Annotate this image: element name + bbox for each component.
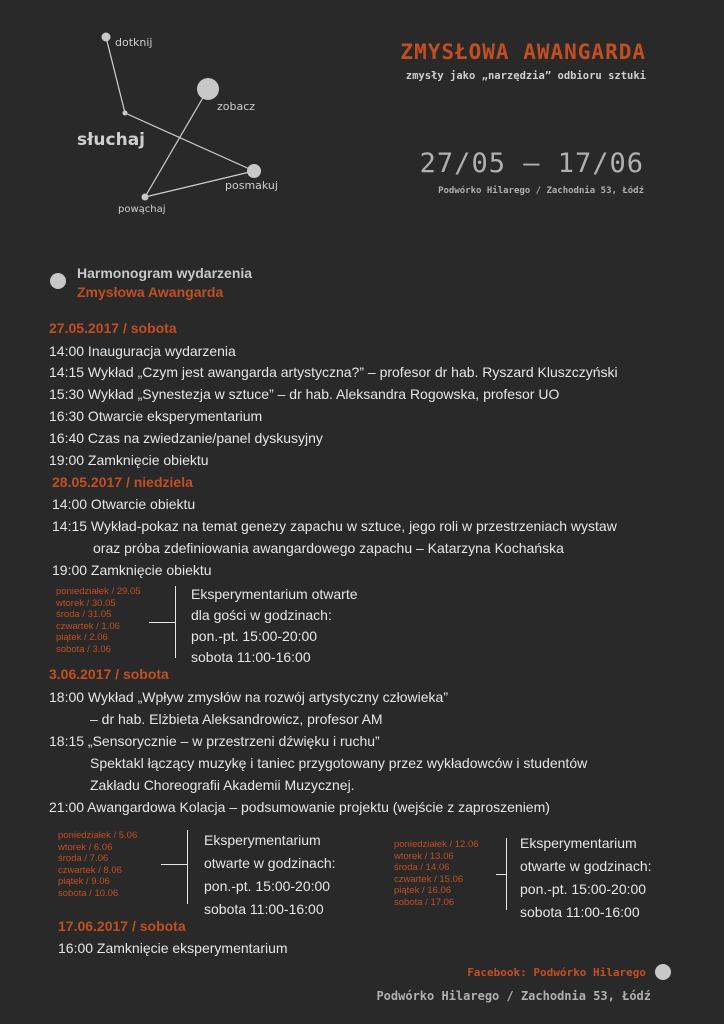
info-line: pon.-pt. 15:00-20:00 bbox=[520, 881, 647, 897]
footer-dot-icon bbox=[655, 964, 671, 980]
week-day: poniedziałek / 29.05 bbox=[56, 586, 141, 597]
event-subtitle: zmysły jako „narzędzia” odbioru sztuki bbox=[405, 70, 646, 82]
week-day: sobota / 17.06 bbox=[394, 896, 455, 908]
bracket-line bbox=[187, 830, 188, 904]
info-line: sobota 11:00-16:00 bbox=[204, 901, 324, 917]
day1-title: 27.05.2017 / sobota bbox=[49, 320, 177, 336]
label-powachaj: powąchaj bbox=[118, 204, 166, 215]
header-venue: Podwórko Hilarego / Zachodnia 53, Łódź bbox=[438, 186, 644, 196]
week-day: sobota / 10.06 bbox=[58, 887, 119, 899]
info-line: dla gości w godzinach: bbox=[191, 607, 332, 623]
powachaj-dot bbox=[142, 194, 149, 201]
day2-title: 28.05.2017 / niedziela bbox=[52, 474, 193, 490]
day4-item: 16:00 Zamknięcie eksperymentarium bbox=[58, 940, 288, 956]
day3-item: Spektakl łączący muzykę i taniec przygotowany przez wykładowców i studentów bbox=[90, 755, 588, 771]
week-day: środa / 31.05 bbox=[56, 609, 112, 621]
info-line: Eksperymentarium otwarte bbox=[191, 586, 358, 602]
day2-item: 19:00 Zamknięcie obiektu bbox=[52, 562, 212, 578]
day1-item: 16:40 Czas na zwiedzanie/panel dyskusyjny bbox=[49, 430, 323, 446]
posmakuj-dot bbox=[247, 164, 261, 178]
bracket-line bbox=[149, 622, 175, 623]
day3-item: 18:00 Wykład „Wpływ zmysłów na rozwój artystyczny człowieka” bbox=[49, 689, 448, 705]
info-line: Eksperymentarium bbox=[204, 832, 321, 848]
day1-item: 15:30 Wykład „Synestezja w sztuce” – dr hab. Aleksandra Rogowska, profesor UO bbox=[49, 386, 560, 402]
week-day: poniedziałek / 5.06 bbox=[58, 830, 138, 841]
bracket-line bbox=[161, 864, 187, 865]
week3-info bbox=[520, 832, 652, 924]
label-zobacz: zobacz bbox=[217, 100, 256, 113]
info-line: sobota 11:00-16:00 bbox=[191, 649, 311, 665]
label-sluchaj: słuchaj bbox=[77, 130, 146, 150]
week-day: czwartek / 1.06 bbox=[56, 620, 120, 632]
week-day: wtorek / 6.06 bbox=[58, 841, 113, 853]
week-day: piątek / 16.06 bbox=[394, 885, 452, 897]
info-line: otwarte w godzinach: bbox=[204, 855, 336, 871]
week-day: sobota / 3.06 bbox=[56, 643, 111, 655]
info-line: pon.-pt. 15:00-20:00 bbox=[191, 628, 318, 644]
footer-venue: Podwórko Hilarego / Zachodnia 53, Łódź bbox=[376, 989, 651, 1003]
date-range: 27/05 — 17/06 bbox=[419, 148, 644, 179]
schedule-subheading: Zmysłowa Awangarda bbox=[77, 284, 224, 300]
day2-item: oraz próba zdefiniowania awangardowego zapachu – Katarzyna Kochańska bbox=[93, 540, 564, 556]
sluchaj-dot bbox=[123, 111, 128, 116]
week-day: wtorek / 13.06 bbox=[394, 850, 454, 862]
event-title: ZMYSŁOWA AWANGARDA bbox=[400, 40, 646, 64]
bracket-line bbox=[175, 586, 176, 658]
week2-info bbox=[204, 829, 336, 921]
info-line: otwarte w godzinach: bbox=[520, 858, 652, 874]
bracket-line bbox=[496, 874, 506, 875]
facebook-link[interactable]: Facebook: Podwórko Hilarego bbox=[467, 966, 646, 979]
day1-item: 16:30 Otwarcie eksperymentarium bbox=[49, 408, 263, 424]
week-day: czwartek / 8.06 bbox=[58, 864, 122, 876]
zobacz-dot bbox=[197, 78, 219, 100]
day3-item: – dr hab. Elżbieta Aleksandrowicz, profesor AM bbox=[90, 711, 383, 727]
week3-days bbox=[394, 839, 479, 909]
day3-item: Zakładu Choreografii Akademii Muzycznej. bbox=[90, 777, 355, 793]
info-line: Eksperymentarium bbox=[520, 835, 637, 851]
week-day: wtorek / 30.05 bbox=[56, 597, 116, 609]
info-line: sobota 11:00-16:00 bbox=[520, 904, 640, 920]
week2-days bbox=[58, 830, 137, 900]
bracket-line bbox=[506, 838, 507, 910]
label-posmakuj: posmakuj bbox=[225, 179, 278, 192]
day1-item: 14:15 Wykład „Czym jest awangarda artystyczna?” – profesor dr hab. Ryszard Kluszczyński bbox=[49, 364, 618, 380]
day1-item: 19:00 Zamknięcie obiektu bbox=[49, 452, 209, 468]
week1-info bbox=[191, 584, 358, 668]
label-dotknij: dotknij bbox=[115, 36, 153, 49]
day1-item: 14:00 Inauguracja wydarzenia bbox=[49, 343, 236, 359]
week-day: poniedziałek / 12.06 bbox=[394, 839, 479, 850]
week-day: piątek / 2.06 bbox=[56, 632, 108, 644]
schedule-heading: Harmonogram wydarzenia bbox=[77, 265, 253, 281]
info-line: pon.-pt. 15:00-20:00 bbox=[204, 878, 331, 894]
day3-item: 21:00 Awangardowa Kolacja – podsumowanie projektu (wejście z zaproszeniem) bbox=[49, 799, 550, 815]
day3-item: 18:15 „Sensorycznie – w przestrzeni dźwięku i ruchu” bbox=[49, 733, 380, 749]
day3-title: 3.06.2017 / sobota bbox=[49, 666, 169, 682]
week-day: środa / 14.06 bbox=[394, 862, 450, 874]
week-day: środa / 7.06 bbox=[58, 853, 109, 865]
day2-item: 14:15 Wykład-pokaz na temat genezy zapachu w sztuce, jego roli w przestrzeniach wystaw bbox=[52, 518, 617, 534]
dotknij-dot bbox=[102, 33, 111, 42]
week-day: piątek / 9.06 bbox=[58, 876, 110, 888]
heading-dot-icon bbox=[50, 273, 66, 289]
day2-item: 14:00 Otwarcie obiektu bbox=[52, 496, 196, 512]
day4-title: 17.06.2017 / sobota bbox=[58, 918, 186, 934]
week1-days bbox=[56, 586, 141, 656]
week-day: czwartek / 15.06 bbox=[394, 873, 464, 885]
